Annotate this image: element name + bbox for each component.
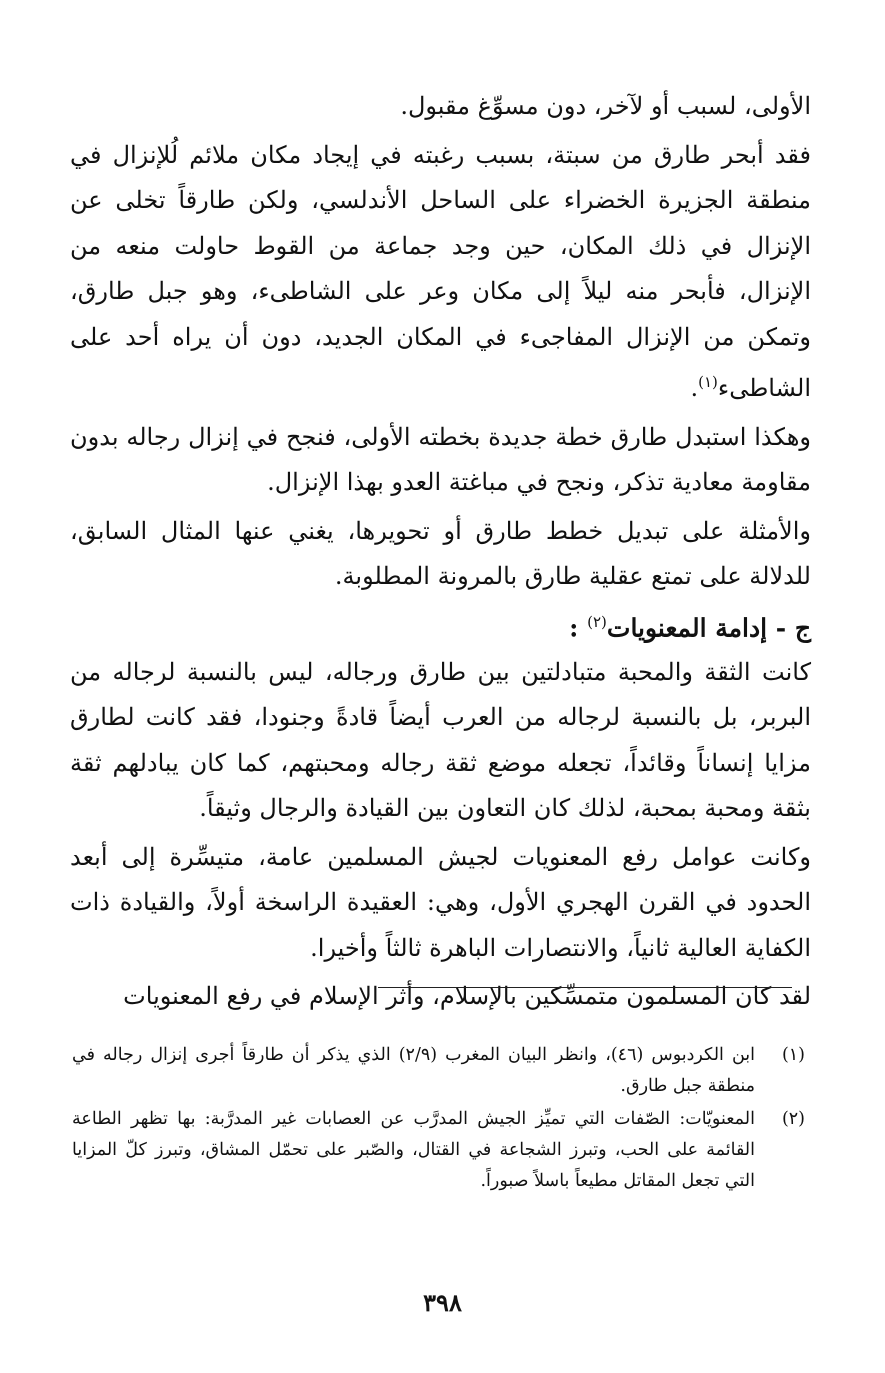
paragraph-6: وكانت عوامل رفع المعنويات لجيش المسلمين عامة، متيسِّرة إلى أبعد الحدود في القرن الهجري الأول، وهي: العقيدة الراسخة أولاً، والقيادة ذات الكفاية العالية ثانياً، والانتصارات الباهرة ثالثاً وأخيرا. bbox=[70, 842, 811, 962]
paragraph-2 bbox=[70, 133, 811, 412]
footnote-text: المعنويّات: الصّفات التي تميِّز الجيش المدرَّب عن العصابات غير المدرَّبة: بها تظهر الطاعة القائمة على الحب، وتبرز الشجاعة في القتال، والصّبر على تحمّل المشاق، وتبرز كلّ المزايا التي تجعل المقاتل مطيعاً باسلاً صبوراً. bbox=[72, 1109, 755, 1191]
footnote-1 bbox=[72, 1040, 805, 1102]
page-number: ٣٩٨ bbox=[423, 1288, 462, 1317]
paragraph-3: وهكذا استبدل طارق خطة جديدة بخطته الأولى، فنجح في إنزال رجاله بدون مقاومة معادية تذكر، ونجح في مباغتة العدو بهذا الإنزال. bbox=[70, 422, 811, 496]
footnote-text: ابن الكردبوس (٤٦)، وانظر البيان المغرب (٢/٩) الذي يذكر أن طارقاً أجرى إنزال رجاله في منطقة جبل طارق. bbox=[72, 1045, 755, 1096]
footnote-2 bbox=[72, 1104, 805, 1197]
footnote-separator bbox=[378, 987, 792, 988]
footnote-ref-1: (١) bbox=[698, 373, 718, 391]
section-heading bbox=[70, 600, 811, 650]
paragraph-5: كانت الثقة والمحبة متبادلتين بين طارق ورجاله، ليس بالنسبة لرجاله من البربر، بل بالنسبة لرجاله من العرب أيضاً قادةً وجنودا، فقد كانت لطارق مزايا إنساناً وقائداً، تجعله موضع ثقة رجاله ومحبتهم، كما كان يبادلهم ثقة بثقة ومحبة بمحبة، لذلك كان التعاون بين القيادة والرجال وثيقاً. bbox=[70, 657, 811, 823]
section-heading-colon: : bbox=[569, 612, 579, 642]
footnote-number: (١) bbox=[781, 1045, 805, 1065]
footnote-number: (٢) bbox=[781, 1109, 805, 1129]
paragraph-2-end: . bbox=[690, 374, 699, 402]
section-heading-text: ج - إدامة المعنويات bbox=[606, 612, 811, 642]
paragraph-4: والأمثلة على تبديل خطط طارق أو تحويرها، يغني عنها المثال السابق، للدلالة على تمتع عقلية طارق بالمرونة المطلوبة. bbox=[70, 516, 811, 590]
paragraph-1: الأولى، لسبب أو لآخر، دون مسوِّغ مقبول. bbox=[400, 92, 811, 120]
paragraph-7: لقد كان المسلمون متمسِّكين بالإسلام، وأثر الإسلام في رفع المعنويات bbox=[123, 982, 811, 1011]
footnote-ref-2: (٢) bbox=[587, 612, 607, 631]
footnotes bbox=[72, 1040, 805, 1199]
paragraph-2-text: فقد أبحر طارق من سبتة، بسبب رغبته في إيجاد مكان ملائم لُلإنزال في منطقة الجزيرة الخضراء على الساحل الأندلسي، ولكن طارقاً تخلى عن الإنزال في ذلك المكان، حين وجد جماعة من القوط حاولت منعه من الإنزال، فأبحر منه ليلاً إلى مكان وعر على الشاطىء، وهو جبل طارق، وتمكن من الإنزال المفاجىء في المكان الجديد، دون أن يراه أحد على الشاطىء bbox=[70, 140, 811, 402]
